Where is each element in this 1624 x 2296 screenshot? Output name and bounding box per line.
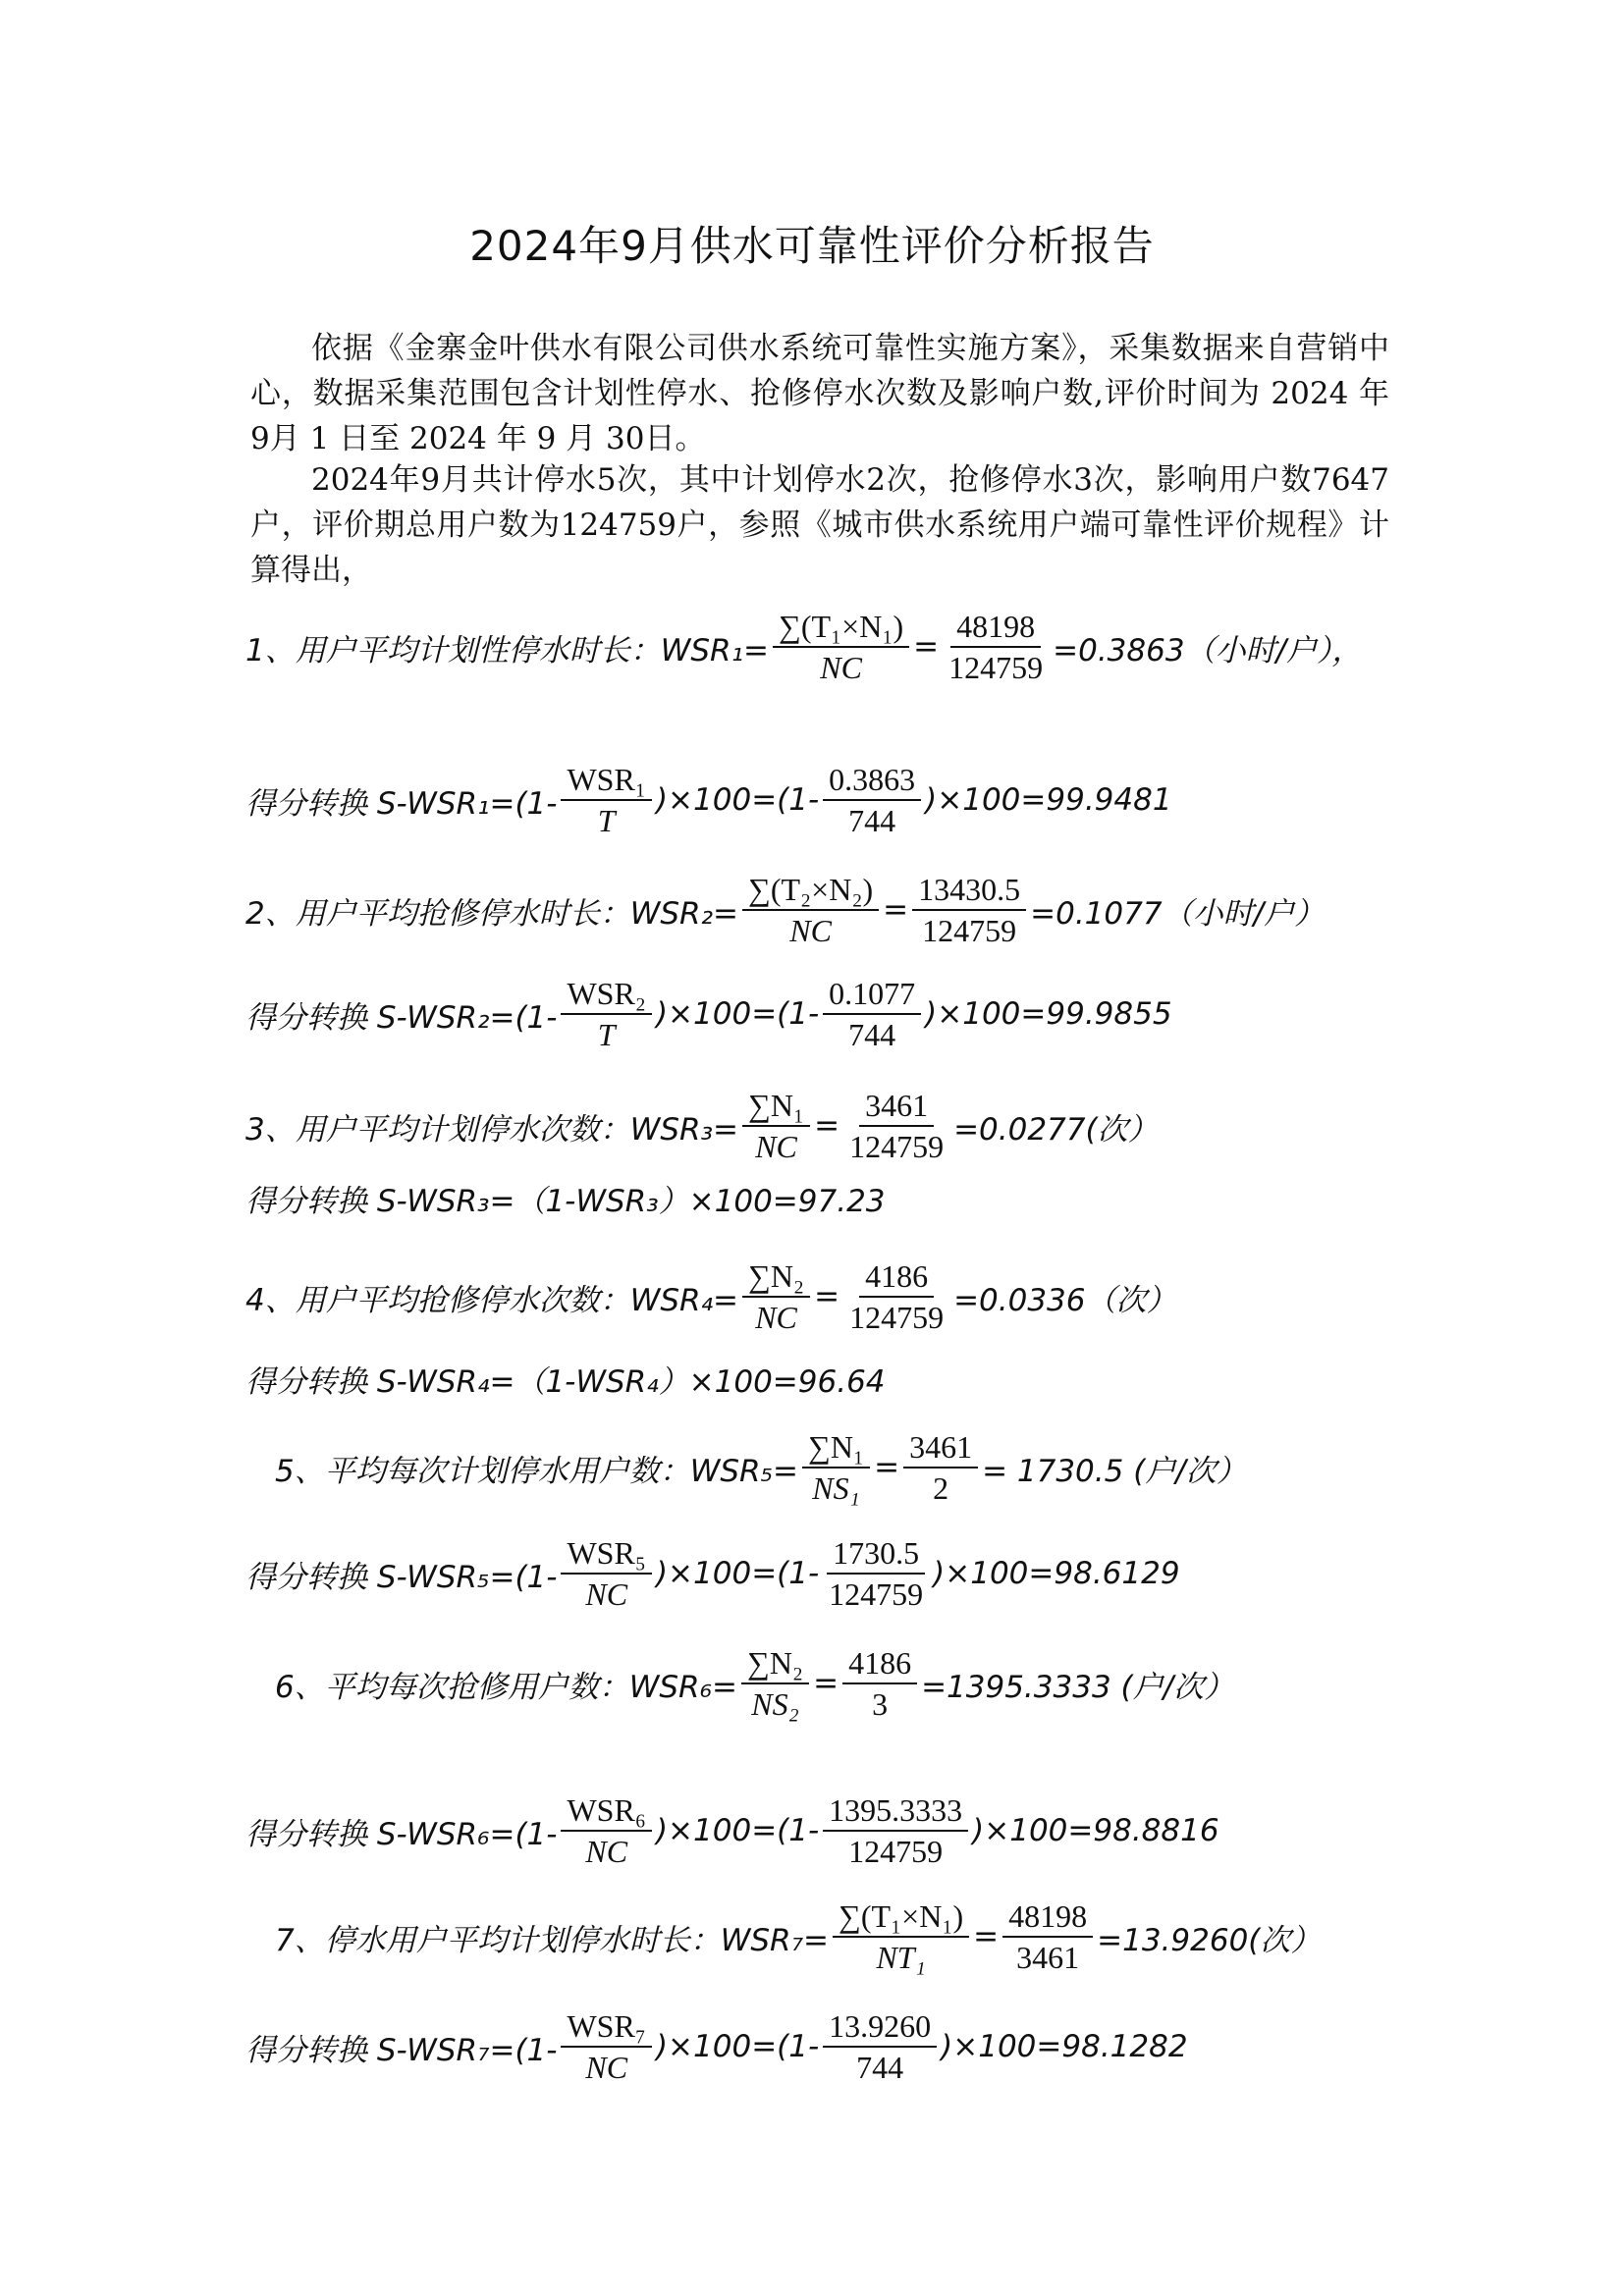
formula-line-1 — [245, 593, 1363, 701]
score-fraction-value — [823, 760, 921, 840]
score-fraction-value — [823, 2006, 937, 2087]
score-fraction-value — [823, 1790, 968, 1871]
formula-numerator: ∑(T₁×N₁) — [773, 607, 909, 648]
formula-numerator: ∑(T₂×N₂) — [742, 870, 879, 911]
value-numerator: 4186 — [859, 1256, 934, 1298]
formula-label: 6、平均每次抢修用户数：WSR₆= — [275, 1669, 737, 1705]
formula-result: = 1730.5 (户/次） — [982, 1453, 1247, 1489]
formula-line-6 — [275, 1629, 1234, 1737]
equals-sign: = — [913, 629, 940, 665]
formula-result: =0.0277(次） — [953, 1111, 1159, 1148]
formula-numerator: ∑N₂ — [742, 1256, 810, 1298]
formula-denominator: NS₂ — [751, 1686, 799, 1722]
value-numerator: 48198 — [1002, 1896, 1093, 1938]
formula-label: 7、停水用户平均计划停水时长：WSR₇= — [275, 1922, 829, 1958]
score-fraction-symbolic — [561, 974, 652, 1054]
score-label: 得分转换 S-WSR₆=(1- — [245, 1816, 558, 1852]
formula-label: 3、用户平均计划停水次数：WSR₃= — [245, 1111, 738, 1148]
equals-sign: = — [973, 1919, 1000, 1954]
value-fraction — [842, 1643, 917, 1724]
value-numerator: 3461 — [859, 1086, 934, 1127]
score-denominator: T — [597, 1017, 616, 1052]
formula-label: 1、用户平均计划性停水时长：WSR₁= — [245, 632, 769, 668]
score-line-1 — [245, 746, 1172, 854]
score-value-denominator: 744 — [848, 803, 896, 838]
value-numerator: 3461 — [903, 1427, 978, 1468]
equals-sign: = — [874, 1450, 900, 1485]
score-denominator: NC — [585, 1834, 628, 1869]
score-value-denominator: 744 — [856, 2050, 904, 2085]
score-fraction-symbolic — [561, 1533, 652, 1614]
formula-result: =1395.3333 (户/次） — [921, 1669, 1235, 1705]
intro-paragraph-1: 依据《金寨金叶供水有限公司供水系统可靠性实施方案》，采集数据来自营销中心，数据采集范围包含计划性停水、抢修停水次数及影响户数,评价时间为 2024 年 9月 1 日至 2024 年 9 月 30日。 — [250, 331, 1389, 456]
formula-numerator: ∑N₁ — [802, 1427, 870, 1468]
score-label: 得分转换 S-WSR₇=(1- — [245, 2032, 558, 2068]
score-result: )×100=98.1282 — [941, 2029, 1188, 2064]
formula-result: =0.0336（次） — [953, 1282, 1177, 1318]
score-result: )×100=98.6129 — [933, 1556, 1180, 1591]
score-result: )×100=99.9481 — [925, 782, 1172, 818]
formula-line-7 — [275, 1883, 1321, 1991]
formula-line-5 — [275, 1414, 1247, 1522]
score-line-6 — [245, 1777, 1219, 1885]
score-numerator: WSR₁ — [561, 760, 652, 801]
value-denominator: 124759 — [948, 650, 1044, 685]
score-value-denominator: 744 — [848, 1017, 896, 1052]
formula-line-4 — [245, 1243, 1177, 1351]
score-denominator: T — [597, 803, 616, 838]
formula-fraction — [802, 1427, 870, 1508]
value-fraction — [943, 607, 1049, 687]
formula-label: 2、用户平均抢修停水时长：WSR₂= — [245, 895, 738, 932]
formula-label: 4、用户平均抢修停水次数：WSR₄= — [245, 1282, 738, 1318]
score-fraction-value — [823, 1533, 929, 1614]
score-line-5 — [245, 1520, 1180, 1628]
formula-fraction — [741, 1643, 809, 1724]
score-middle: )×100=(1- — [655, 2029, 820, 2064]
score-numerator: WSR₆ — [561, 1790, 652, 1832]
score-label: 得分转换 S-WSR₅=(1- — [245, 1559, 558, 1595]
value-numerator: 48198 — [950, 607, 1041, 648]
equals-sign: = — [814, 1108, 840, 1144]
formula-denominator: NC — [789, 913, 832, 948]
formula-denominator: NT₁ — [876, 1940, 926, 1975]
score-fraction-symbolic — [561, 1790, 652, 1871]
formula-line-2 — [245, 856, 1325, 964]
score-fraction-value — [823, 974, 921, 1054]
equals-sign: = — [883, 892, 909, 928]
score-numerator: WSR₂ — [561, 974, 652, 1015]
score-label: 得分转换 S-WSR₂=(1- — [245, 999, 558, 1036]
score-value-numerator: 1395.3333 — [823, 1790, 968, 1832]
value-numerator: 4186 — [842, 1643, 917, 1684]
score-numerator: WSR₅ — [561, 1533, 652, 1575]
score-line-4 — [245, 1339, 886, 1417]
value-denominator: 124759 — [849, 1300, 945, 1335]
score-text: 得分转换 S-WSR₄=（1-WSR₄）×100=96.64 — [245, 1363, 886, 1400]
formula-result: =0.1077（小时/户） — [1030, 895, 1326, 932]
formula-numerator: ∑N₁ — [742, 1086, 810, 1127]
formula-denominator: NC — [755, 1129, 797, 1164]
value-fraction — [903, 1427, 978, 1508]
equals-sign: = — [813, 1666, 839, 1701]
score-value-denominator: 124759 — [848, 1834, 944, 1869]
formula-label: 5、平均每次计划停水用户数：WSR₅= — [275, 1453, 798, 1489]
formula-numerator: ∑N₂ — [741, 1643, 809, 1684]
score-value-numerator: 13.9260 — [823, 2006, 937, 2048]
value-fraction — [1002, 1896, 1093, 1977]
formula-fraction — [742, 870, 879, 950]
score-middle: )×100=(1- — [655, 996, 820, 1032]
value-fraction — [912, 870, 1026, 950]
score-middle: )×100=(1- — [655, 782, 820, 818]
formula-result: =0.3863（小时/户）， — [1053, 632, 1363, 668]
value-fraction — [843, 1256, 949, 1337]
value-denominator: 2 — [933, 1470, 949, 1506]
formula-numerator: ∑(T₁×N₁) — [833, 1896, 969, 1938]
formula-denominator: NC — [755, 1300, 797, 1335]
score-middle: )×100=(1- — [655, 1813, 820, 1848]
value-fraction — [843, 1086, 949, 1166]
score-numerator: WSR₇ — [561, 2006, 652, 2048]
score-denominator: NC — [585, 2050, 628, 2085]
formula-fraction — [742, 1086, 810, 1166]
formula-fraction — [773, 607, 909, 687]
formula-result: =13.9260(次） — [1097, 1922, 1322, 1958]
formula-fraction — [833, 1896, 969, 1977]
score-value-numerator: 0.3863 — [823, 760, 921, 801]
score-value-numerator: 0.1077 — [823, 974, 921, 1015]
value-numerator: 13430.5 — [912, 870, 1026, 911]
score-middle: )×100=(1- — [655, 1556, 820, 1591]
score-result: )×100=98.8816 — [972, 1813, 1219, 1848]
score-label: 得分转换 S-WSR₁=(1- — [245, 785, 558, 822]
formula-fraction — [742, 1256, 810, 1337]
score-line-3 — [245, 1158, 886, 1237]
score-value-numerator: 1730.5 — [827, 1533, 925, 1575]
score-result: )×100=99.9855 — [925, 996, 1172, 1032]
formula-denominator: NS₁ — [812, 1470, 860, 1506]
value-denominator: 3 — [872, 1686, 889, 1722]
value-denominator: 3461 — [1016, 1940, 1080, 1975]
score-line-2 — [245, 960, 1172, 1068]
value-denominator: 124759 — [922, 913, 1017, 948]
score-text: 得分转换 S-WSR₃=（1-WSR₃）×100=97.23 — [245, 1183, 886, 1219]
equals-sign: = — [814, 1279, 840, 1314]
formula-denominator: NC — [820, 650, 862, 685]
score-denominator: NC — [585, 1576, 628, 1612]
score-line-7 — [245, 1993, 1188, 2101]
intro-paragraph-2: 2024年9月共计停水5次，其中计划停水2次，抢修停水3次，影响用户数7647户，评价期总用户数为124759户，参照《城市供水系统用户端可靠性评价规程》计算得出， — [250, 462, 1389, 588]
page-title: 2024年9月供水可靠性评价分析报告 — [469, 222, 1155, 270]
score-fraction-symbolic — [561, 2006, 652, 2087]
score-value-denominator: 124759 — [829, 1576, 924, 1612]
score-fraction-symbolic — [561, 760, 652, 840]
value-denominator: 124759 — [849, 1129, 945, 1164]
